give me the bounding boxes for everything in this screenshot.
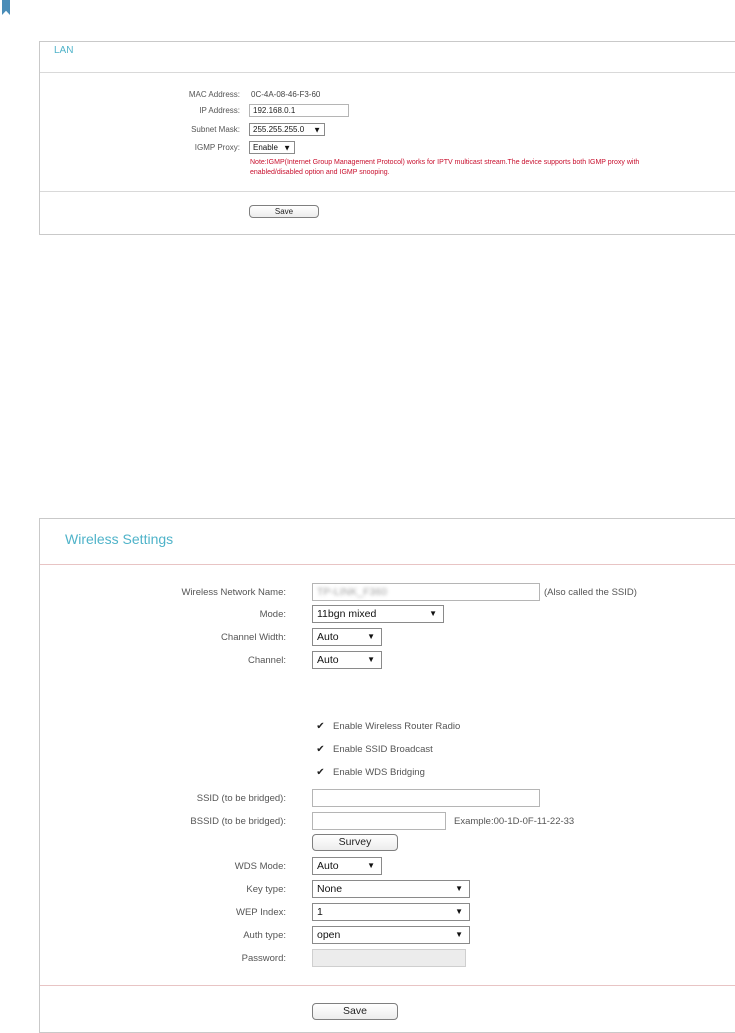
bridge-bssid-input[interactable]	[312, 812, 446, 830]
wep-index-value: 1	[317, 906, 323, 918]
igmp-note	[250, 158, 730, 178]
chevron-down-icon: ▼	[455, 907, 463, 916]
mode-value: 11bgn mixed	[317, 608, 377, 620]
survey-button[interactable]: Survey	[312, 834, 398, 851]
lan-title-divider	[40, 72, 735, 73]
ip-address-input[interactable]: 192.168.0.1	[249, 104, 349, 117]
chevron-down-icon: ▼	[455, 884, 463, 893]
chevron-down-icon: ▼	[429, 609, 437, 618]
igmp-proxy-select[interactable]	[249, 141, 295, 154]
wireless-network-name-input[interactable]: TP-LINK_F360	[312, 583, 540, 601]
wep-index-label: WEP Index:	[236, 907, 286, 918]
password-label: Password:	[241, 953, 286, 964]
enable-wds-bridging-checkbox[interactable]: ✔	[316, 767, 325, 778]
mac-address-value: 0C-4A-08-46-F3-60	[251, 90, 321, 99]
chevron-down-icon: ▼	[283, 143, 291, 152]
ip-address-label: IP Address:	[199, 106, 240, 115]
wireless-title-divider	[40, 564, 735, 565]
lan-bottom-divider	[40, 191, 735, 192]
chevron-down-icon: ▼	[367, 655, 375, 664]
wep-index-select[interactable]	[312, 903, 470, 921]
chevron-down-icon: ▼	[367, 632, 375, 641]
bridge-bssid-label: BSSID (to be bridged):	[190, 816, 286, 827]
channel-value: Auto	[317, 654, 339, 666]
subnet-mask-label: Subnet Mask:	[191, 125, 240, 134]
lan-panel	[39, 41, 735, 235]
bridge-ssid-label: SSID (to be bridged):	[196, 793, 286, 804]
enable-ssid-broadcast-checkbox[interactable]: ✔	[316, 744, 325, 755]
mac-address-label: MAC Address:	[188, 90, 240, 99]
channel-width-value: Auto	[317, 631, 339, 643]
subnet-mask-value: 255.255.255.0	[253, 125, 305, 134]
lan-save-button[interactable]: Save	[249, 205, 319, 218]
channel-width-label: Channel Width:	[221, 632, 286, 643]
bssid-example-hint: Example:00-1D-0F-11-22-33	[454, 816, 575, 827]
mode-label: Mode:	[259, 609, 286, 620]
igmp-note-line-1: Note:IGMP(Internet Group Management Protocol) works for IPTV multicast stream.The device supports both IGMP proxy with	[250, 159, 640, 166]
wds-mode-select[interactable]	[312, 857, 382, 875]
key-type-value: None	[317, 883, 343, 895]
wds-mode-value: Auto	[317, 860, 339, 872]
enable-ssid-broadcast-label: Enable SSID Broadcast	[333, 744, 433, 755]
enable-radio-checkbox[interactable]: ✔	[316, 721, 325, 732]
igmp-proxy-label: IGMP Proxy:	[194, 143, 240, 152]
wireless-save-button[interactable]: Save	[312, 1003, 398, 1020]
key-type-select[interactable]	[312, 880, 470, 898]
auth-type-select[interactable]	[312, 926, 470, 944]
bridge-ssid-input[interactable]	[312, 789, 540, 807]
auth-type-label: Auth type:	[243, 930, 286, 941]
mode-select[interactable]	[312, 605, 444, 623]
channel-label: Channel:	[247, 655, 286, 666]
wireless-bottom-divider	[40, 985, 735, 986]
password-input[interactable]	[312, 949, 466, 967]
igmp-proxy-value: Enable	[253, 143, 278, 152]
channel-select[interactable]	[312, 651, 382, 669]
enable-radio-label: Enable Wireless Router Radio	[333, 721, 461, 732]
bookmark-icon	[2, 0, 10, 15]
enable-wds-bridging-label: Enable WDS Bridging	[333, 767, 425, 778]
auth-type-value: open	[317, 929, 341, 941]
key-type-label: Key type:	[246, 884, 286, 895]
igmp-note-line-2: enabled/disabled option and IGMP snooping.	[250, 169, 390, 176]
chevron-down-icon: ▼	[313, 125, 321, 134]
wireless-network-name-label: Wireless Network Name:	[181, 587, 286, 598]
subnet-mask-select[interactable]	[249, 123, 325, 136]
channel-width-select[interactable]	[312, 628, 382, 646]
lan-title: LAN	[54, 45, 74, 56]
wireless-panel	[39, 518, 735, 1033]
chevron-down-icon: ▼	[455, 930, 463, 939]
chevron-down-icon: ▼	[367, 861, 375, 870]
wireless-title: Wireless Settings	[65, 531, 174, 547]
ssid-hint: (Also called the SSID)	[544, 587, 637, 598]
wds-mode-label: WDS Mode:	[234, 861, 286, 872]
